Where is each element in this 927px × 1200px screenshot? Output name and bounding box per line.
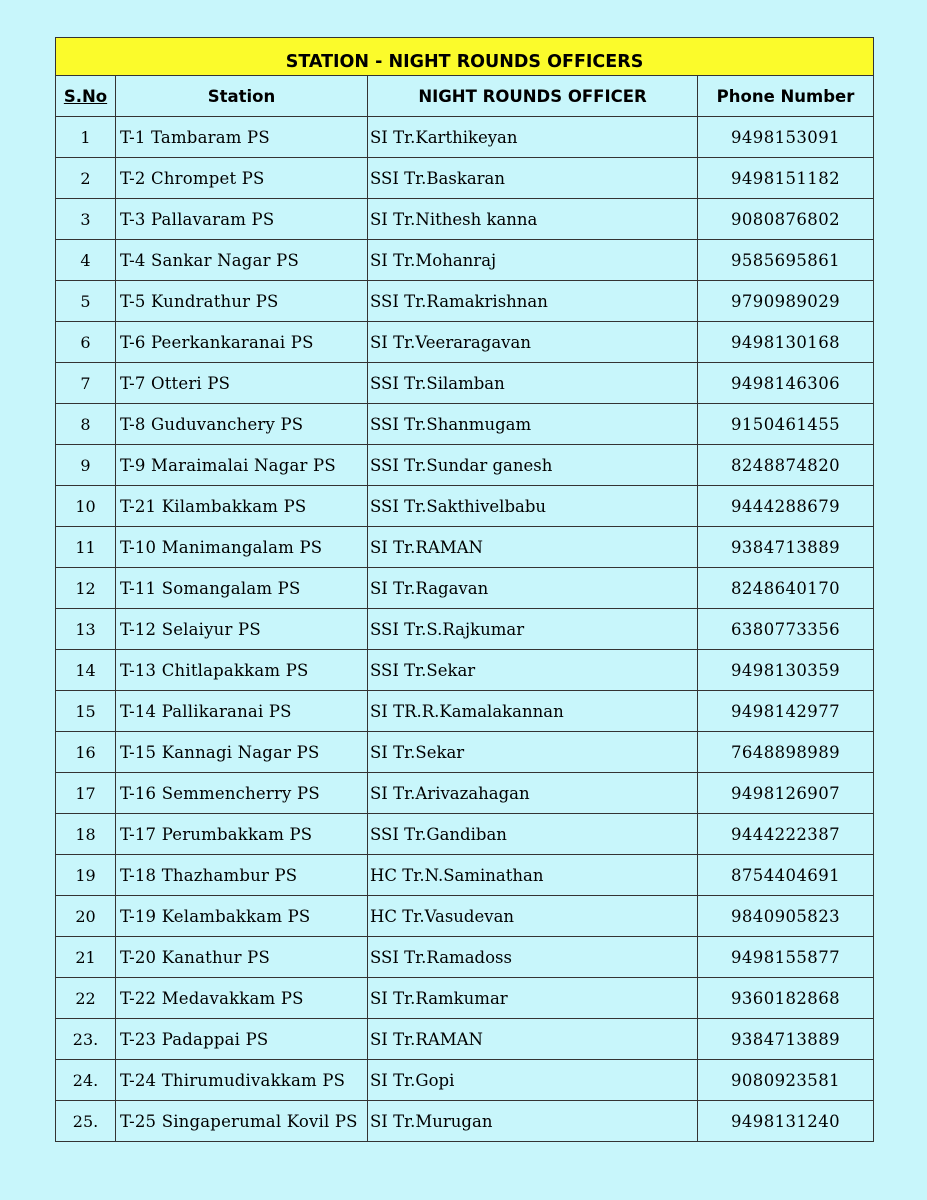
cell-phone: 8248874820 xyxy=(698,445,874,486)
cell-station: T-3 Pallavaram PS xyxy=(116,199,368,240)
cell-officer: SI Tr.Nithesh kanna xyxy=(368,199,698,240)
cell-officer: SSI Tr.S.Rajkumar xyxy=(368,609,698,650)
cell-phone: 9150461455 xyxy=(698,404,874,445)
cell-officer: SSI Tr.Ramakrishnan xyxy=(368,281,698,322)
table-row xyxy=(56,158,874,199)
cell-sno: 23. xyxy=(56,1019,116,1060)
cell-phone: 6380773356 xyxy=(698,609,874,650)
cell-officer: SSI Tr.Baskaran xyxy=(368,158,698,199)
cell-station: T-19 Kelambakkam PS xyxy=(116,896,368,937)
column-header-station: Station xyxy=(116,76,368,117)
title-row xyxy=(56,38,874,76)
cell-station: T-21 Kilambakkam PS xyxy=(116,486,368,527)
table-row xyxy=(56,650,874,691)
cell-phone: 8248640170 xyxy=(698,568,874,609)
cell-sno: 20 xyxy=(56,896,116,937)
cell-phone: 9585695861 xyxy=(698,240,874,281)
table-row xyxy=(56,609,874,650)
cell-officer: SI Tr.RAMAN xyxy=(368,1019,698,1060)
table-row xyxy=(56,117,874,158)
table-row xyxy=(56,691,874,732)
cell-station: T-9 Maraimalai Nagar PS xyxy=(116,445,368,486)
cell-officer: HC Tr.Vasudevan xyxy=(368,896,698,937)
cell-officer: SSI Tr.Shanmugam xyxy=(368,404,698,445)
cell-sno: 7 xyxy=(56,363,116,404)
cell-phone: 9444222387 xyxy=(698,814,874,855)
cell-station: T-23 Padappai PS xyxy=(116,1019,368,1060)
cell-station: T-5 Kundrathur PS xyxy=(116,281,368,322)
table-row xyxy=(56,1101,874,1142)
table-title: STATION - NIGHT ROUNDS OFFICERS xyxy=(56,38,874,76)
table-row xyxy=(56,937,874,978)
cell-phone: 9498146306 xyxy=(698,363,874,404)
cell-station: T-24 Thirumudivakkam PS xyxy=(116,1060,368,1101)
cell-sno: 11 xyxy=(56,527,116,568)
cell-phone: 8754404691 xyxy=(698,855,874,896)
cell-sno: 16 xyxy=(56,732,116,773)
column-header-phone: Phone Number xyxy=(698,76,874,117)
header-row xyxy=(56,76,874,117)
table-row xyxy=(56,527,874,568)
cell-sno: 6 xyxy=(56,322,116,363)
cell-station: T-13 Chitlapakkam PS xyxy=(116,650,368,691)
table-row xyxy=(56,404,874,445)
table-body xyxy=(56,117,874,1142)
table-row xyxy=(56,732,874,773)
table-row xyxy=(56,322,874,363)
cell-officer: SI Tr.Veeraragavan xyxy=(368,322,698,363)
cell-station: T-6 Peerkankaranai PS xyxy=(116,322,368,363)
cell-station: T-1 Tambaram PS xyxy=(116,117,368,158)
cell-phone: 9080876802 xyxy=(698,199,874,240)
cell-sno: 5 xyxy=(56,281,116,322)
cell-sno: 14 xyxy=(56,650,116,691)
table-row xyxy=(56,978,874,1019)
cell-officer: SI Tr.Ramkumar xyxy=(368,978,698,1019)
cell-sno: 12 xyxy=(56,568,116,609)
table-row xyxy=(56,445,874,486)
cell-phone: 9444288679 xyxy=(698,486,874,527)
cell-officer: SI Tr.Gopi xyxy=(368,1060,698,1101)
cell-station: T-25 Singaperumal Kovil PS xyxy=(116,1101,368,1142)
cell-sno: 25. xyxy=(56,1101,116,1142)
cell-sno: 13 xyxy=(56,609,116,650)
cell-phone: 9498151182 xyxy=(698,158,874,199)
cell-phone: 9840905823 xyxy=(698,896,874,937)
table-row xyxy=(56,855,874,896)
cell-sno: 18 xyxy=(56,814,116,855)
cell-station: T-16 Semmencherry PS xyxy=(116,773,368,814)
cell-station: T-4 Sankar Nagar PS xyxy=(116,240,368,281)
cell-phone: 9498155877 xyxy=(698,937,874,978)
cell-phone: 9384713889 xyxy=(698,527,874,568)
cell-officer: SI Tr.Arivazahagan xyxy=(368,773,698,814)
cell-phone: 9498130168 xyxy=(698,322,874,363)
cell-phone: 9498130359 xyxy=(698,650,874,691)
cell-station: T-8 Guduvanchery PS xyxy=(116,404,368,445)
cell-officer: SI Tr.Ragavan xyxy=(368,568,698,609)
table-row xyxy=(56,1060,874,1101)
table-row xyxy=(56,281,874,322)
cell-officer: SI Tr.Sekar xyxy=(368,732,698,773)
cell-station: T-22 Medavakkam PS xyxy=(116,978,368,1019)
table-row xyxy=(56,486,874,527)
table-row xyxy=(56,240,874,281)
cell-phone: 9384713889 xyxy=(698,1019,874,1060)
cell-officer: HC Tr.N.Saminathan xyxy=(368,855,698,896)
cell-sno: 22 xyxy=(56,978,116,1019)
cell-station: T-10 Manimangalam PS xyxy=(116,527,368,568)
cell-officer: SI Tr.Murugan xyxy=(368,1101,698,1142)
cell-sno: 8 xyxy=(56,404,116,445)
table-row xyxy=(56,773,874,814)
table-row xyxy=(56,814,874,855)
cell-sno: 19 xyxy=(56,855,116,896)
night-rounds-table xyxy=(55,37,874,1142)
cell-station: T-20 Kanathur PS xyxy=(116,937,368,978)
cell-officer: SSI Tr.Ramadoss xyxy=(368,937,698,978)
cell-sno: 9 xyxy=(56,445,116,486)
column-header-officer: NIGHT ROUNDS OFFICER xyxy=(368,76,698,117)
cell-officer: SSI Tr.Sekar xyxy=(368,650,698,691)
cell-station: T-14 Pallikaranai PS xyxy=(116,691,368,732)
cell-phone: 9498131240 xyxy=(698,1101,874,1142)
table-row xyxy=(56,568,874,609)
cell-officer: SI Tr.Karthikeyan xyxy=(368,117,698,158)
cell-phone: 9790989029 xyxy=(698,281,874,322)
cell-station: T-18 Thazhambur PS xyxy=(116,855,368,896)
cell-sno: 1 xyxy=(56,117,116,158)
cell-sno: 2 xyxy=(56,158,116,199)
cell-sno: 3 xyxy=(56,199,116,240)
cell-phone: 9498126907 xyxy=(698,773,874,814)
cell-phone: 9080923581 xyxy=(698,1060,874,1101)
cell-officer: SSI Tr.Gandiban xyxy=(368,814,698,855)
cell-sno: 4 xyxy=(56,240,116,281)
cell-station: T-12 Selaiyur PS xyxy=(116,609,368,650)
cell-phone: 9360182868 xyxy=(698,978,874,1019)
table-row xyxy=(56,896,874,937)
cell-officer: SI Tr.Mohanraj xyxy=(368,240,698,281)
cell-station: T-7 Otteri PS xyxy=(116,363,368,404)
cell-officer: SSI Tr.Sundar ganesh xyxy=(368,445,698,486)
cell-phone: 9498142977 xyxy=(698,691,874,732)
table-row xyxy=(56,199,874,240)
cell-officer: SI TR.R.Kamalakannan xyxy=(368,691,698,732)
cell-station: T-11 Somangalam PS xyxy=(116,568,368,609)
cell-officer: SSI Tr.Sakthivelbabu xyxy=(368,486,698,527)
cell-phone: 9498153091 xyxy=(698,117,874,158)
cell-sno: 17 xyxy=(56,773,116,814)
column-header-sno: S.No xyxy=(56,76,116,117)
cell-officer: SSI Tr.Silamban xyxy=(368,363,698,404)
table-row xyxy=(56,1019,874,1060)
cell-sno: 10 xyxy=(56,486,116,527)
cell-sno: 21 xyxy=(56,937,116,978)
cell-station: T-17 Perumbakkam PS xyxy=(116,814,368,855)
cell-officer: SI Tr.RAMAN xyxy=(368,527,698,568)
cell-station: T-15 Kannagi Nagar PS xyxy=(116,732,368,773)
cell-station: T-2 Chrompet PS xyxy=(116,158,368,199)
cell-phone: 7648898989 xyxy=(698,732,874,773)
cell-sno: 24. xyxy=(56,1060,116,1101)
table-row xyxy=(56,363,874,404)
cell-sno: 15 xyxy=(56,691,116,732)
